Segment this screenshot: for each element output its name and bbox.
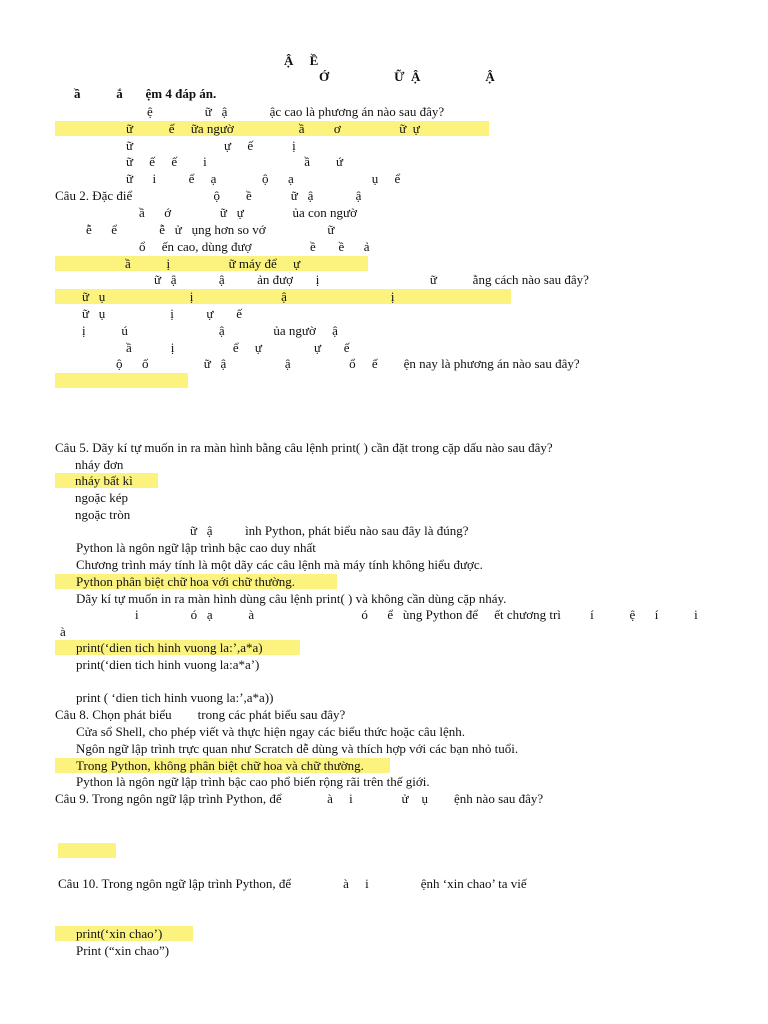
question-6-option-b: Chương trình máy tính là một dãy các câu lệnh mà máy tính không hiểu được. — [76, 557, 483, 572]
question-2-option-a: ầ ớ ữ ự ủa con ngườ — [139, 205, 357, 220]
question-8-option-b: Ngôn ngữ lập trình trực quan như Scratch dễ dùng và thích hợp với các bạn nhỏ tuổi. — [76, 741, 519, 756]
question-2-option-d: ầ ị ữ máy để ự — [125, 256, 301, 271]
question-7-option-d: print ( ‘dien tich hinh vuong la:’,a*a)) — [76, 690, 274, 705]
document-title: Ậ Ề — [284, 53, 319, 68]
question-3-option-d: ầ ị ể ự ự ế — [126, 340, 350, 355]
question-4: ộ ố ữ ậ ậ ổ ế ện nay là phương án nào sau đây? — [116, 356, 580, 371]
document-subtitle: Ớ Ữ Ậ Ậ — [319, 69, 495, 84]
question-2-option-b: ễ ể ễ ử ụng hơn so vớ ữ — [86, 222, 335, 237]
question-6-option-a: Python là ngôn ngữ lập trình bậc cao duy nhất — [76, 540, 316, 555]
question-5: Câu 5. Dãy kí tự muốn in ra màn hình bằng câu lệnh print( ) cần đặt trong cặp dấu nào sau đây? — [55, 440, 553, 455]
question-5-option-c: ngoặc kép — [75, 490, 129, 505]
question-10-option-a: print(‘xin chao’) — [76, 926, 163, 941]
question-5-option-a: nháy đơn — [75, 457, 124, 472]
question-8-option-d: Python là ngôn ngữ lập trình bậc cao phổ biến rộng rãi trên thế giới. — [76, 774, 430, 789]
question-8-option-a: Cửa sổ Shell, cho phép viết và thực hiện ngay các biểu thức hoặc câu lệnh. — [76, 724, 465, 739]
question-3-option-a: ữ ụ ị ậ ị — [82, 289, 395, 304]
question-6-option-c: Python phân biệt chữ hoa với chữ thường. — [76, 574, 296, 589]
question-6: ữ ậ ình Python, phát biểu nào sau đây là đúng? — [190, 523, 469, 538]
highlight-q9 — [58, 843, 116, 858]
question-1-option-d: ữ i ể ạ ộ ạ ụ ể — [126, 171, 401, 186]
question-3-option-c: ị ú ậ ủa ngườ ậ — [82, 323, 338, 338]
question-3-option-b: ữ ụ ị ự ế — [82, 306, 242, 321]
question-8-option-c: Trong Python, không phân biệt chữ hoa và chữ thường. — [76, 758, 364, 773]
section-instruction: ầ ắ ệm 4 đáp án. — [74, 86, 217, 101]
question-1-option-c: ữ ế ế i ầ ứ — [126, 154, 344, 169]
question-7: i ó ạ à ó ể ùng Python để ết chương trì í ệ í i — [135, 607, 698, 622]
question-5-option-b: nháy bất kì — [75, 473, 133, 488]
question-8: Câu 8. Chọn phát biểu trong các phát biểu sau đây? — [55, 707, 346, 722]
question-7-option-b: print(‘dien tich hinh vuong la:a*a’) — [76, 657, 260, 672]
question-1-option-b: ữ ự ế ị — [126, 138, 296, 153]
question-7-continuation: à — [60, 624, 66, 639]
highlight-q4 — [55, 373, 188, 388]
question-1-option-a: ữ ế ữa ngườ ầ ơ ữ ự — [126, 121, 420, 136]
question-10-option-b: Print (“xin chao”) — [76, 943, 170, 958]
question-1: ệ ữ ậ ậc cao là phương án nào sau đây? — [147, 104, 445, 119]
question-3: ữ ậ ậ ản đượ ị ữ ằng cách nào sau đây? — [154, 272, 589, 287]
question-5-option-d: ngoặc tròn — [75, 507, 131, 522]
question-6-option-d: Dãy kí tự muốn in ra màn hình dùng câu lệnh print( ) và không cần dùng cặp nháy. — [76, 591, 507, 606]
question-10: Câu 10. Trong ngôn ngữ lập trình Python, để à i ệnh ‘xin chao’ ta viế — [58, 876, 527, 891]
question-9: Câu 9. Trong ngôn ngữ lập trình Python, để à i ử ụ ệnh nào sau đây? — [55, 791, 544, 806]
question-2: Câu 2. Đặc điể ộ ề ữ ậ ậ — [55, 188, 362, 203]
question-2-option-c: ổ ến cao, dùng đượ ề ề ả — [139, 239, 370, 254]
question-7-option-a: print(‘dien tich hinh vuong la:’,a*a) — [76, 640, 263, 655]
